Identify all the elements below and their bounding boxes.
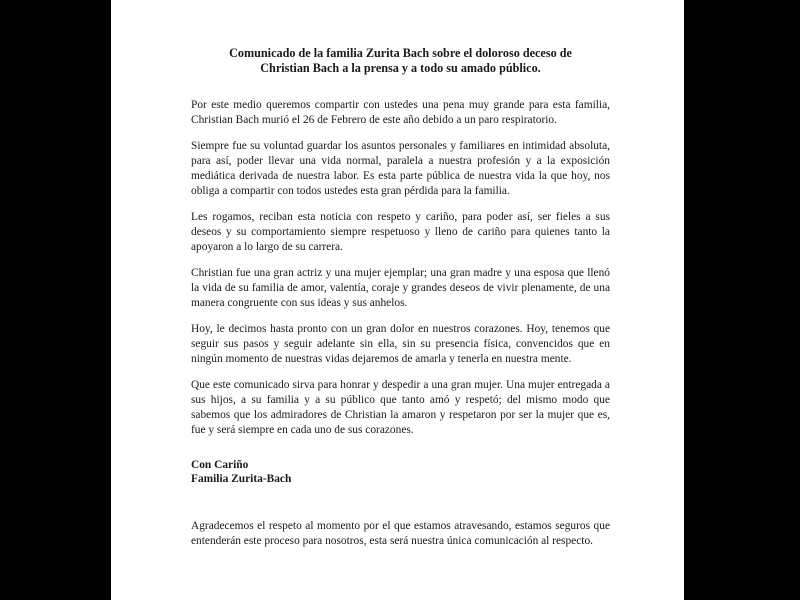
- paragraph-3: Les rogamos, reciban esta noticia con respeto y cariño, para poder así, ser fieles a sus deseos y su comportamiento siempre respetuoso y lleno de cariño para quienes tanto la apoyaron a lo largo de su carrera.: [191, 211, 610, 253]
- paragraph-5: Hoy, le decimos hasta pronto con un gran dolor en nuestros corazones. Hoy, tenemos que seguir sus pasos y seguir adelante sin ella, sin su presencia física, convencidos que en ningún momento de nuestras vidas dejaremos de amarla y tenerla en nuestra mente.: [191, 323, 610, 365]
- paragraph-1: Por este medio queremos compartir con ustedes una pena muy grande para esta familia, Christian Bach murió el 26 de Febrero de este año debido a un paro respiratorio.: [191, 99, 610, 126]
- document-content: [191, 46, 610, 549]
- closing-salutation: Con Cariño: [191, 459, 249, 471]
- paragraph-6: Que este comunicado sirva para honrar y despedir a una gran mujer. Una mujer entregada a sus hijos, a su familia y a su público que tanto amó y respetó; del mismo modo que sabemos que los admiradores de Christian la amaron y respetaron por ser la mujer que es, fue y será siempre en cada uno de sus corazones.: [191, 379, 610, 436]
- closing-signature: Familia Zurita-Bach: [191, 473, 292, 485]
- paragraph-2: Siempre fue su voluntad guardar los asuntos personales y familiares en intimidad absoluta, para así, poder llevar una vida normal, paralela a nuestra profesión y a la exposición mediática derivada de nuestra labor. Es esta parte pública de nuestra vida la que hoy, nos obliga a compartir con todos ustedes esta gran pérdida para la familia.: [191, 140, 610, 197]
- document-page: [111, 0, 684, 600]
- title-line-2: Christian Bach a la prensa y a todo su amado público.: [260, 61, 541, 75]
- final-paragraph: Agradecemos el respeto al momento por el que estamos atravesando, estamos seguros que entenderán este proceso para nosotros, esta será nuestra única comunicación al respecto.: [191, 520, 610, 547]
- document-title: [191, 46, 610, 76]
- signature-block: [191, 458, 610, 486]
- title-line-1: Comunicado de la familia Zurita Bach sobre el doloroso deceso de: [229, 46, 572, 60]
- paragraph-4: Christian fue una gran actriz y una mujer ejemplar; una gran madre y una esposa que llenó la vida de su familia de amor, valentía, coraje y grandes deseos de vivir plenamente, de una manera congruente con sus ideas y sus anhelos.: [191, 267, 610, 309]
